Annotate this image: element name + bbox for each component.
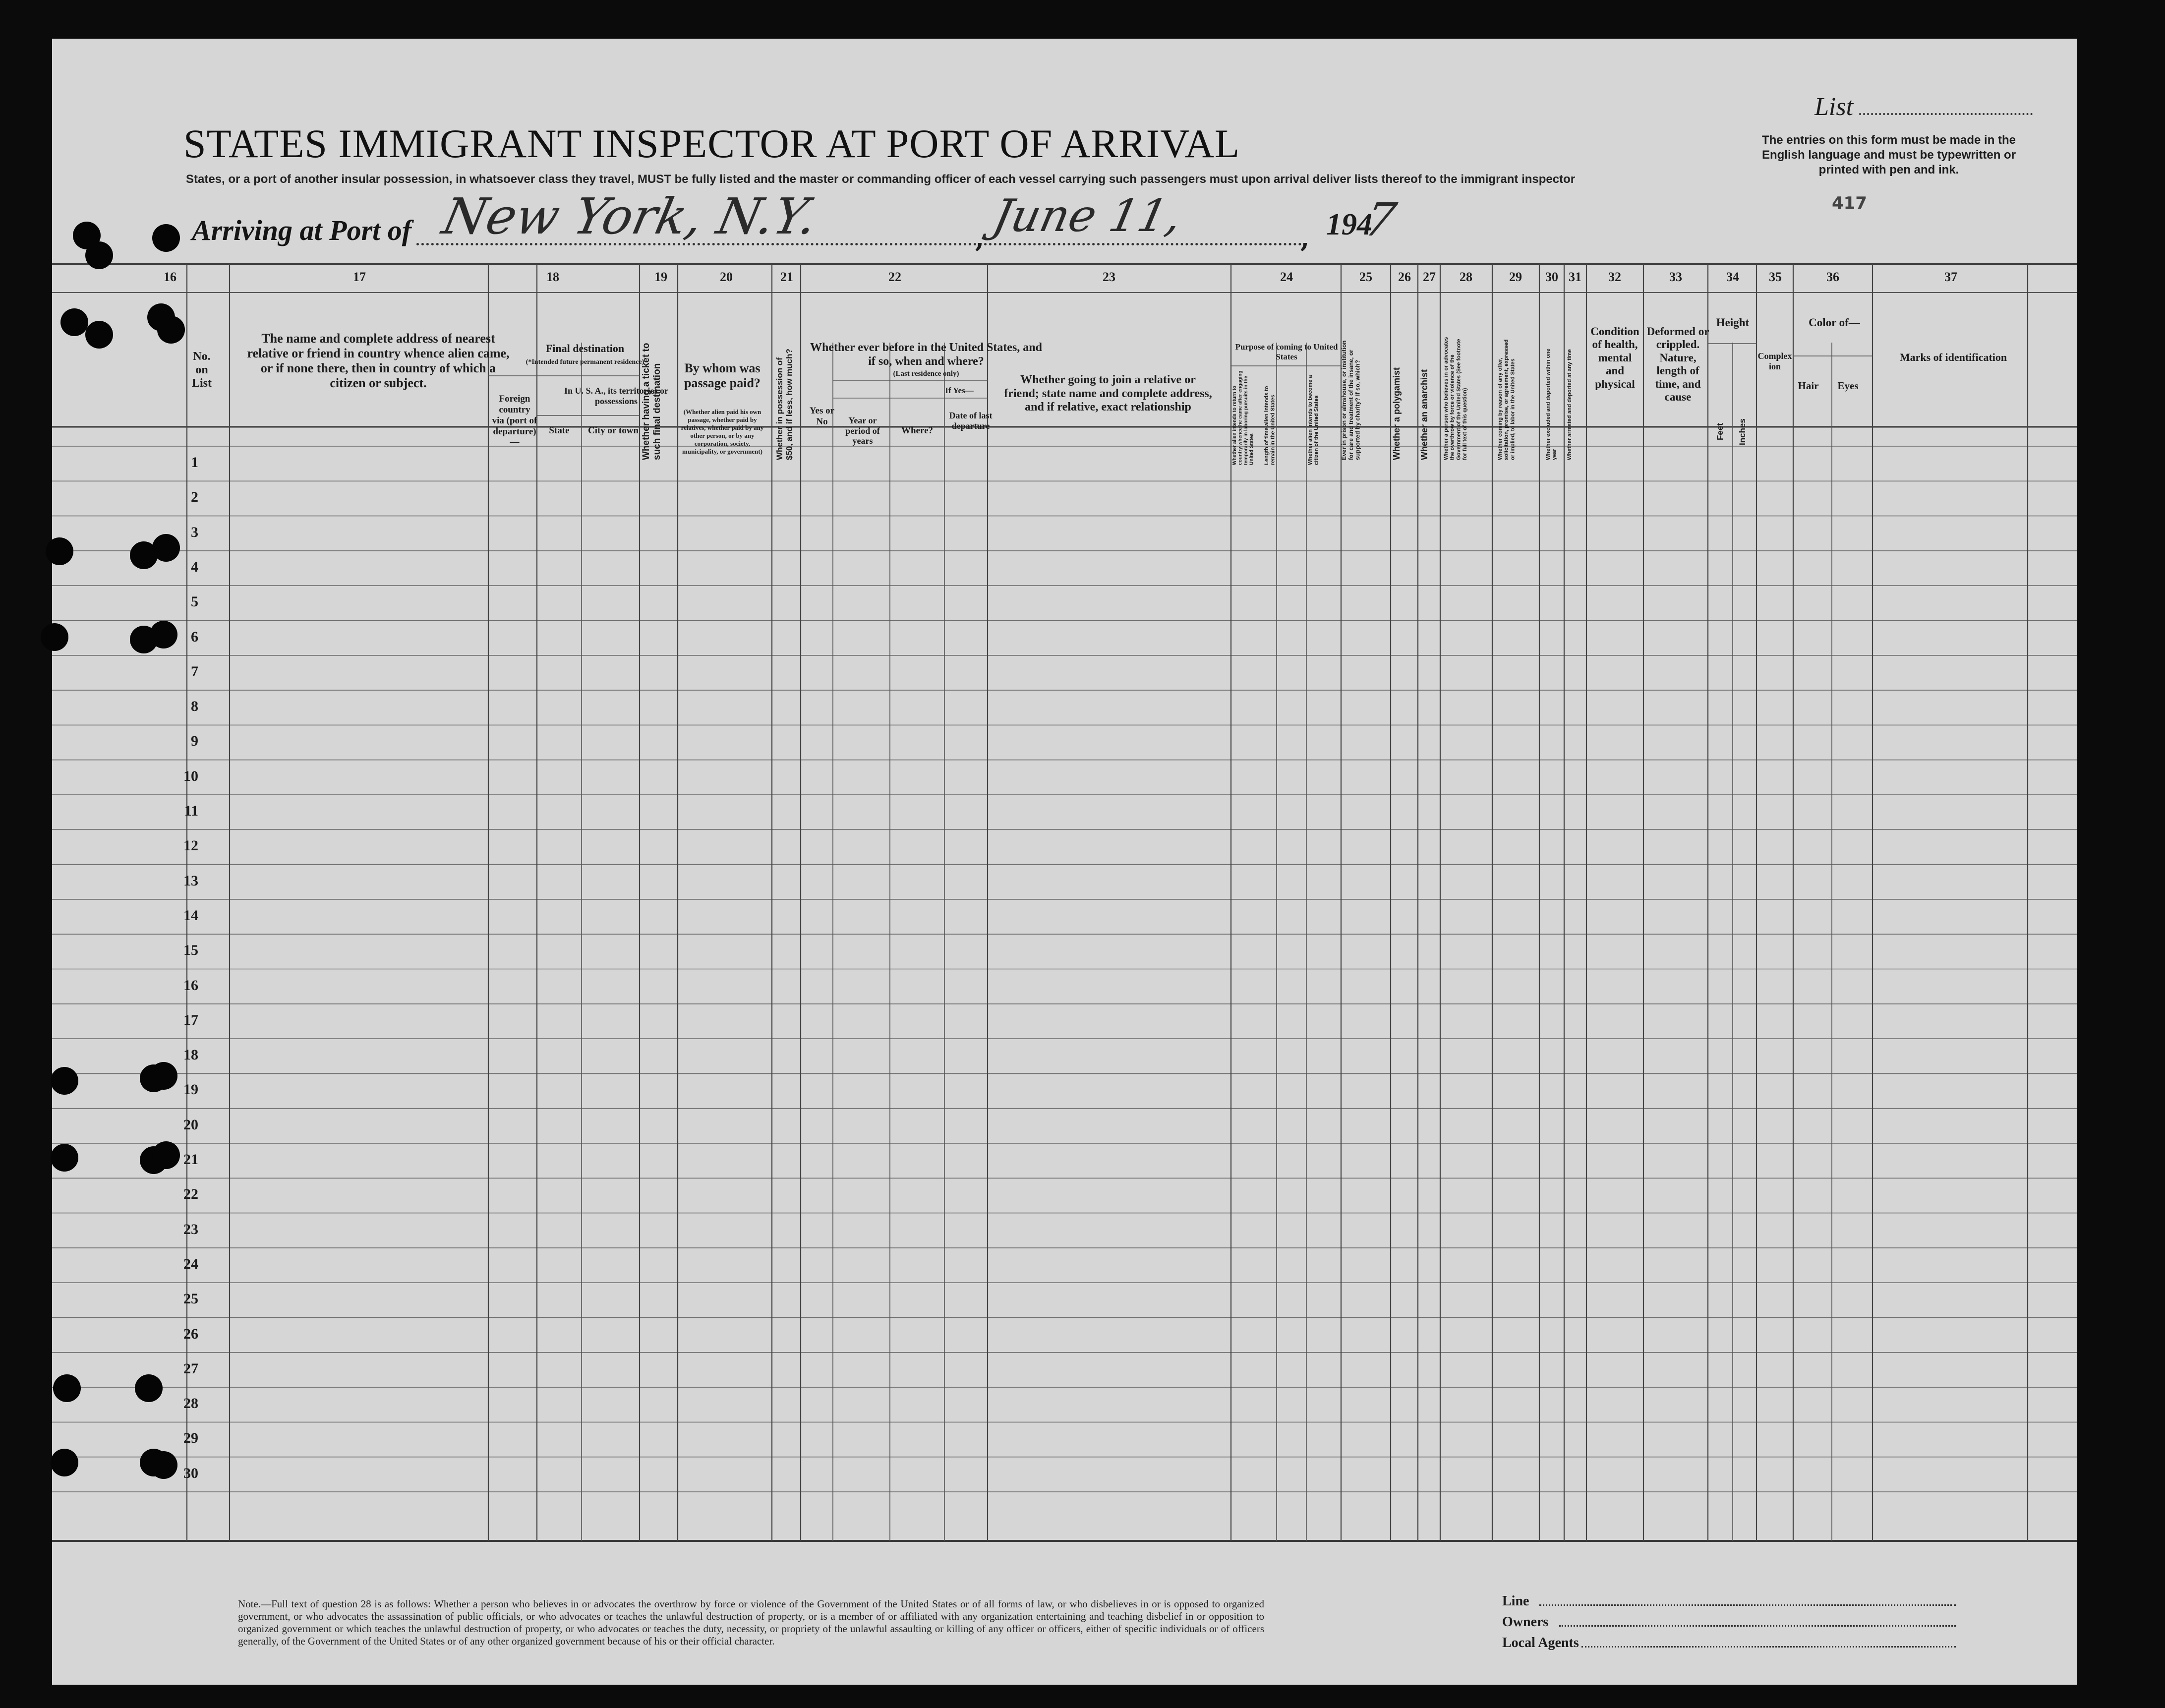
- header-ever-before-note: (Last residence only): [893, 370, 959, 378]
- column-number-28: 28: [1460, 270, 1472, 284]
- header-complexion: Complexion: [1757, 351, 1792, 371]
- owners-label: Owners: [1502, 1614, 1549, 1630]
- arriving-label: Arriving at Port of: [192, 214, 412, 246]
- row-number-30: 30: [183, 1465, 198, 1481]
- column-number-34: 34: [1726, 270, 1739, 284]
- form-grid: [52, 39, 2077, 1685]
- form-title: STATES IMMIGRANT INSPECTOR AT PORT OF ARRIVAL: [183, 121, 1240, 166]
- row-number-12: 12: [183, 837, 198, 854]
- column-number-30: 30: [1545, 270, 1558, 284]
- column-number-24: 24: [1280, 270, 1293, 284]
- row-number-23: 23: [183, 1221, 198, 1237]
- header-if-yes: If Yes—: [945, 386, 974, 395]
- header-passage-paid-note: (Whether alien paid his own passage, whether paid by relatives, whether paid by any other person, or by any corporation, society, municipality, or government): [681, 408, 764, 455]
- line-dotted-line: [1539, 1604, 1956, 1606]
- header-purpose-return: Whether alien intends to return to country whence he came after engaging temporarily in laboring pursuits in the United States: [1232, 370, 1255, 465]
- column-number-27: 27: [1423, 270, 1436, 284]
- header-inches: Inches: [1738, 418, 1747, 445]
- owners-dotted-line: [1559, 1625, 1956, 1627]
- header-overthrow: Whether a person who believes in or advocates the overthrow by force or violence of the Government of the United States (See footnote for full text of this question): [1443, 337, 1468, 460]
- column-number-29: 29: [1509, 270, 1522, 284]
- header-ever-before: Whether ever before in the United States, and if so, when and where?: [810, 341, 1042, 368]
- row-number-2: 2: [191, 489, 198, 506]
- header-state: State: [549, 425, 570, 436]
- row-number-25: 25: [183, 1291, 198, 1307]
- row-number-7: 7: [191, 663, 198, 680]
- header-final-destination: Final destination: [545, 342, 625, 354]
- punch-hole: [85, 241, 113, 269]
- header-health: Condition of health, mental and physical: [1590, 325, 1639, 390]
- column-number-33: 33: [1669, 270, 1682, 284]
- list-label: List: [1814, 93, 1854, 121]
- row-number-5: 5: [191, 593, 198, 610]
- punch-hole: [51, 1144, 78, 1172]
- punch-hole: [150, 1451, 177, 1479]
- header-fifty-dollars: Whether in possession of $50, and if less, how much?: [775, 349, 794, 460]
- punch-hole: [41, 623, 68, 651]
- row-number-9: 9: [191, 733, 198, 750]
- row-number-28: 28: [183, 1395, 198, 1412]
- header-last-departure: Date of last departure: [949, 411, 993, 431]
- comma-2: ,: [1300, 223, 1310, 253]
- column-number-23: 23: [1103, 270, 1115, 284]
- row-number-13: 13: [183, 872, 198, 889]
- row-number-16: 16: [183, 977, 198, 994]
- column-number-16: 16: [164, 270, 176, 284]
- punch-hole: [150, 1062, 177, 1090]
- row-number-11: 11: [184, 803, 198, 819]
- column-number-18: 18: [546, 270, 559, 284]
- column-number-35: 35: [1769, 270, 1782, 284]
- local-agents-label: Local Agents: [1502, 1635, 1579, 1650]
- column-number-37: 37: [1944, 270, 1957, 284]
- header-hair: Hair: [1798, 380, 1819, 392]
- header-relative-address: The name and complete address of nearest relative or friend in country whence alien came, or if none there, then in country of which a citizen or subject.: [247, 331, 510, 390]
- header-offer-labor: Whether coming by reason of any offer, solicitation, promise, or agreement, expressed or implied, to labor in the United States: [1497, 339, 1516, 460]
- header-marks: Marks of identification: [1899, 351, 2007, 363]
- manifest-sheet: [52, 39, 2077, 1685]
- column-number-25: 25: [1359, 270, 1372, 284]
- row-number-27: 27: [183, 1360, 198, 1377]
- column-number-26: 26: [1398, 270, 1411, 284]
- row-number-6: 6: [191, 628, 198, 645]
- header-yes-or-no: Yes or No: [809, 406, 835, 427]
- header-year-period: Year or period of years: [845, 415, 880, 446]
- header-in-usa: In U. S. A., its territories or possessions: [564, 386, 668, 406]
- header-ticket: Whether having a ticket to such final destination: [641, 343, 662, 460]
- header-no-on-list: No. on List: [191, 350, 212, 390]
- header-feet: Feet: [1715, 423, 1725, 440]
- year-printed: 194: [1326, 208, 1372, 241]
- row-number-26: 26: [183, 1325, 198, 1342]
- punch-hole: [157, 316, 185, 344]
- column-number-20: 20: [720, 270, 733, 284]
- header-final-destination-note: (*Intended future permanent residence): [526, 358, 644, 366]
- row-number-22: 22: [183, 1186, 198, 1203]
- header-deformed: Deformed or crippled. Nature, length of time, and cause: [1646, 325, 1709, 404]
- punch-hole: [135, 1374, 163, 1402]
- header-eyes: Eyes: [1837, 380, 1859, 392]
- row-number-10: 10: [183, 767, 198, 784]
- header-where: Where?: [901, 425, 934, 436]
- row-number-19: 19: [183, 1081, 198, 1098]
- header-passage-paid: By whom was passage paid?: [684, 361, 761, 390]
- header-city: City or town: [587, 425, 639, 436]
- form-subtitle: States, or a port of another insular possession, in whatsoever class they travel, MUST be fully listed and the master or commanding officer of each vessel carrying such passengers must upon arrival deliver lists thereof to the immigrant inspector: [186, 173, 1576, 186]
- date-dotted-line: [984, 243, 1301, 245]
- column-number-19: 19: [654, 270, 667, 284]
- instructions-text: The entries on this form must be made in the English language and must be typewritten or printed with pen and ink.: [1761, 133, 2016, 177]
- header-arrested: Whether arrested and deported at any time: [1567, 349, 1573, 460]
- header-foreign-country: Foreign country via (port of departure)—: [492, 394, 537, 448]
- header-excluded: Whether excluded and deported within one year: [1545, 349, 1558, 460]
- row-number-1: 1: [191, 454, 198, 471]
- punch-hole: [152, 224, 180, 252]
- column-number-36: 36: [1826, 270, 1839, 284]
- row-number-24: 24: [183, 1255, 198, 1272]
- header-anarchist: Whether an anarchist: [1419, 369, 1429, 460]
- punch-hole: [46, 537, 73, 565]
- header-purpose-length: Length of time alien intends to remain in the United States: [1264, 386, 1276, 465]
- row-number-8: 8: [191, 698, 198, 715]
- row-number-17: 17: [183, 1011, 198, 1028]
- comma-1: ,: [975, 223, 985, 253]
- punch-hole: [51, 1449, 78, 1476]
- header-height: Height: [1716, 316, 1750, 329]
- date-handwritten: June 11,: [988, 190, 1187, 242]
- header-purpose: Purpose of coming to United States: [1235, 342, 1338, 361]
- list-number: 417: [1832, 193, 1867, 213]
- column-number-21: 21: [780, 270, 793, 284]
- header-join-relative: Whether going to join a relative or friend; state name and complete address, and if relative, exact relationship: [1004, 373, 1212, 414]
- punch-hole: [150, 621, 177, 648]
- punch-hole: [60, 308, 88, 336]
- header-prison: Ever in prison or almshouse, or institution for care and treatment of the insane, or supported by charity? If so, which?: [1341, 340, 1361, 460]
- column-number-31: 31: [1569, 270, 1581, 284]
- punch-hole: [51, 1067, 78, 1095]
- punch-hole: [85, 321, 113, 349]
- punch-hole: [53, 1374, 81, 1402]
- year-handwritten: 7: [1360, 193, 1401, 246]
- column-number-32: 32: [1608, 270, 1621, 284]
- header-polygamist: Whether a polygamist: [1392, 367, 1402, 460]
- punch-hole: [152, 534, 180, 562]
- footnote-question-28: Note.—Full text of question 28 is as follows: Whether a person who believes in or advocates the overthrow by force or violence of the Government of the United States or of all forms of law, or who disbelieves in or is opposed to organized government, or who advocates the assassination of public officials, or who advocates or teaches the unlawful destruction of property, or is a member of or affiliated with any organization entertaining and teaching disbelief in or opposition to organized government or which teaches the unlawful destruction of property, or who advocates or teaches the duty, necessity, or propriety of the unlawful assaulting or killing of any officer or officers, either of specific individuals or of officers generally, of the Government of the United States or of any other organized government because of his or their official character.: [238, 1598, 1264, 1647]
- row-number-29: 29: [183, 1430, 198, 1447]
- row-number-21: 21: [183, 1151, 198, 1168]
- row-number-18: 18: [183, 1047, 198, 1063]
- row-number-14: 14: [183, 907, 198, 924]
- agents-dotted-line: [1581, 1646, 1956, 1648]
- header-color-of: Color of—: [1809, 316, 1860, 329]
- column-number-22: 22: [888, 270, 901, 284]
- row-number-20: 20: [183, 1116, 198, 1133]
- list-dotted-line: [1859, 113, 2033, 115]
- row-number-15: 15: [183, 942, 198, 959]
- line-label: Line: [1502, 1593, 1529, 1609]
- header-purpose-citizen: Whether alien intends to become a citizen of the United States: [1307, 375, 1320, 465]
- punch-hole: [152, 1141, 180, 1169]
- row-number-3: 3: [191, 524, 198, 540]
- column-number-17: 17: [353, 270, 366, 284]
- port-handwritten: New York, N.Y.: [437, 187, 822, 245]
- row-number-4: 4: [191, 558, 198, 575]
